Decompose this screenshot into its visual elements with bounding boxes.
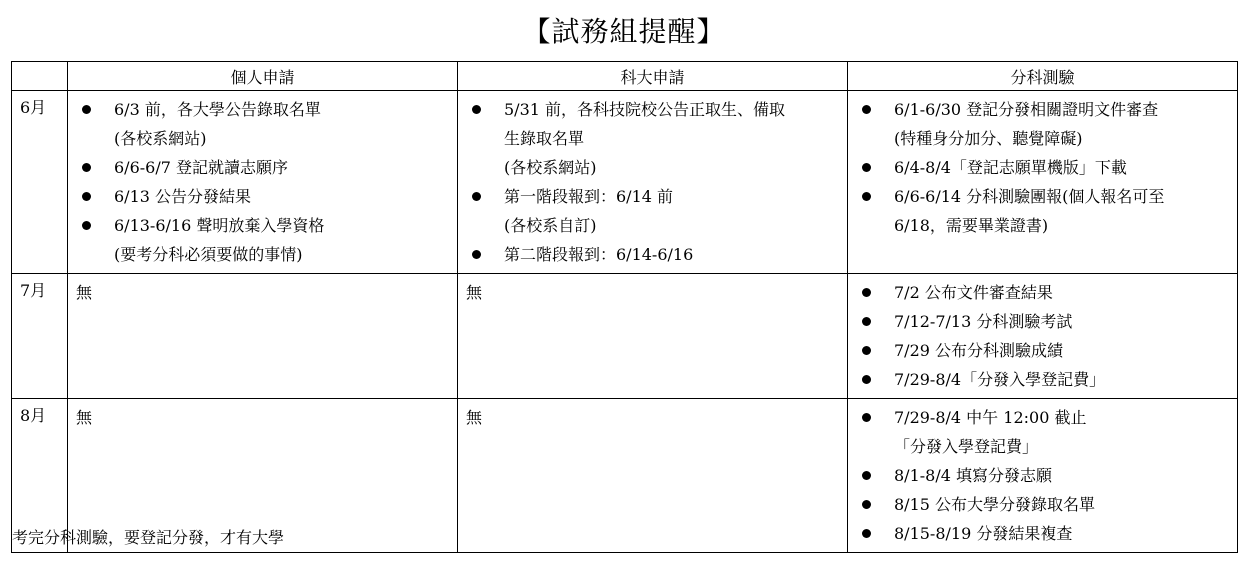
event-text: 8/1-8/4 填寫分發志願 bbox=[894, 466, 1052, 485]
none-text: 無 bbox=[466, 283, 483, 302]
bullet-icon bbox=[472, 192, 481, 201]
event-item bbox=[856, 182, 1231, 240]
tech-cell bbox=[458, 274, 848, 399]
event-item bbox=[856, 490, 1231, 519]
bullet-icon bbox=[862, 288, 871, 297]
event-text: 「分發入學登記費」 bbox=[894, 437, 1039, 456]
page-title: 【試務組提醒】 bbox=[522, 15, 726, 48]
bullet-icon bbox=[862, 413, 871, 422]
event-list bbox=[856, 403, 1231, 548]
header-personal-application: 個人申請 bbox=[68, 62, 458, 91]
event-text: 7/29-8/4 中午 12:00 截止 bbox=[894, 408, 1087, 427]
event-text: 6/4-8/4「登記志願單機版」下載 bbox=[894, 158, 1127, 177]
month-cell: 8月 bbox=[12, 399, 68, 553]
none-text: 無 bbox=[76, 408, 93, 427]
event-text: 6/18，需要畢業證書) bbox=[894, 216, 1049, 235]
event-text: 6/3 前，各大學公告錄取名單 bbox=[114, 100, 321, 119]
event-text: 8/15-8/19 分發結果複查 bbox=[894, 524, 1073, 543]
event-item bbox=[466, 182, 841, 240]
bullet-icon bbox=[862, 529, 871, 538]
tech-cell bbox=[458, 399, 848, 553]
event-item bbox=[856, 365, 1231, 394]
event-text: 生錄取名單 bbox=[504, 129, 585, 148]
event-item bbox=[76, 153, 451, 182]
bullet-icon bbox=[862, 500, 871, 509]
event-item bbox=[856, 95, 1231, 153]
bullet-icon bbox=[862, 346, 871, 355]
event-text: (要考分科必須要做的事情) bbox=[114, 245, 303, 264]
table-row bbox=[12, 274, 1238, 399]
exam-cell bbox=[848, 91, 1238, 274]
none-text: 無 bbox=[76, 283, 93, 302]
month-cell: 7月 bbox=[12, 274, 68, 399]
bullet-icon bbox=[472, 105, 481, 114]
event-text: 5/31 前，各科技院校公告正取生、備取 bbox=[504, 100, 786, 119]
bullet-icon bbox=[862, 471, 871, 480]
bullet-icon bbox=[862, 317, 871, 326]
exam-cell bbox=[848, 399, 1238, 553]
month-cell: 6月 bbox=[12, 91, 68, 274]
footer-note: 考完分科測驗，要登記分發，才有大學 bbox=[12, 528, 285, 547]
personal-cell bbox=[68, 91, 458, 274]
event-item bbox=[76, 211, 451, 269]
event-text: 6/1-6/30 登記分發相關證明文件審查 bbox=[894, 100, 1159, 119]
event-text: 6/13 公告分發結果 bbox=[114, 187, 252, 206]
event-text: 6/13-6/16 聲明放棄入學資格 bbox=[114, 216, 325, 235]
event-list bbox=[856, 95, 1231, 240]
header-tech-application: 科大申請 bbox=[458, 62, 848, 91]
bullet-icon bbox=[82, 221, 91, 230]
table-header-row bbox=[12, 62, 1238, 91]
table-row bbox=[12, 91, 1238, 274]
event-item bbox=[76, 182, 451, 211]
event-text: 7/29 公布分科測驗成績 bbox=[894, 341, 1064, 360]
event-text: (各校系網站) bbox=[114, 129, 207, 148]
header-subject-exam: 分科測驗 bbox=[848, 62, 1238, 91]
personal-cell bbox=[68, 274, 458, 399]
bullet-icon bbox=[862, 163, 871, 172]
event-text: 7/12-7/13 分科測驗考試 bbox=[894, 312, 1073, 331]
event-text: (各校系網站) bbox=[504, 158, 597, 177]
event-text: 6/6-6/7 登記就讀志願序 bbox=[114, 158, 288, 177]
event-list bbox=[466, 95, 841, 269]
event-item bbox=[856, 336, 1231, 365]
event-text: (各校系自訂) bbox=[504, 216, 597, 235]
event-item bbox=[856, 307, 1231, 336]
event-item bbox=[76, 95, 451, 153]
bullet-icon bbox=[472, 250, 481, 259]
event-list bbox=[76, 95, 451, 269]
bullet-icon bbox=[82, 163, 91, 172]
table-body bbox=[12, 91, 1238, 553]
bullet-icon bbox=[862, 192, 871, 201]
event-item bbox=[856, 461, 1231, 490]
header-month bbox=[12, 62, 68, 91]
event-text: 6/6-6/14 分科測驗團報(個人報名可至 bbox=[894, 187, 1165, 206]
schedule-table bbox=[11, 61, 1238, 553]
bullet-icon bbox=[862, 105, 871, 114]
event-text: (特種身分加分、聽覺障礙) bbox=[894, 129, 1083, 148]
bullet-icon bbox=[82, 192, 91, 201]
event-text: 8/15 公布大學分發錄取名單 bbox=[894, 495, 1096, 514]
event-item bbox=[466, 240, 841, 269]
event-text: 7/2 公布文件審查結果 bbox=[894, 283, 1053, 302]
tech-cell bbox=[458, 91, 848, 274]
event-text: 第二階段報到：6/14-6/16 bbox=[504, 245, 694, 264]
event-item bbox=[466, 95, 841, 182]
event-item bbox=[856, 519, 1231, 548]
event-item bbox=[856, 403, 1231, 461]
bullet-icon bbox=[82, 105, 91, 114]
bullet-icon bbox=[862, 375, 871, 384]
exam-cell bbox=[848, 274, 1238, 399]
event-text: 7/29-8/4「分發入學登記費」 bbox=[894, 370, 1106, 389]
event-item bbox=[856, 153, 1231, 182]
event-text: 第一階段報到：6/14 前 bbox=[504, 187, 674, 206]
event-item bbox=[856, 278, 1231, 307]
none-text: 無 bbox=[466, 408, 483, 427]
event-list bbox=[856, 278, 1231, 394]
